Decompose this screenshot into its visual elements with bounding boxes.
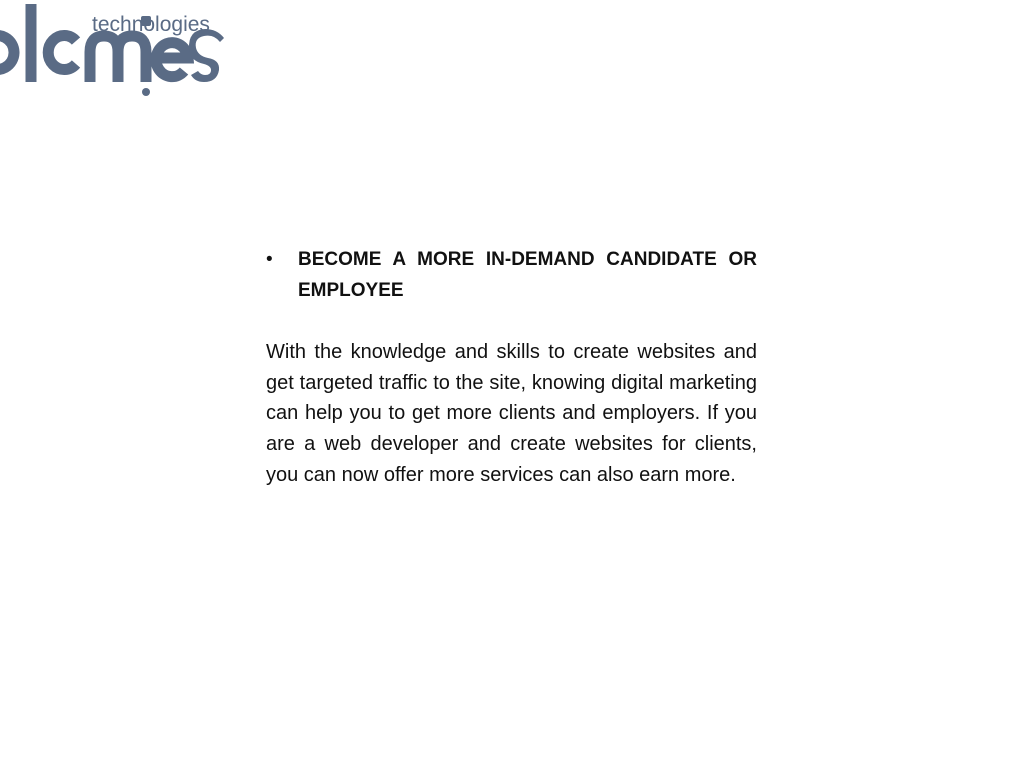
company-logo	[0, 0, 224, 100]
body-paragraph: With the knowledge and skills to create websites and get targeted traffic to the site, knowing digital marketing can help you to get more clients and employers. If you are a web developer and create websites for clients, you can now offer more services can also earn more.	[266, 341, 757, 486]
bullet-heading: BECOME A MORE IN-DEMAND CANDIDATE OR EMPLOYEE	[298, 249, 757, 301]
bullet-item	[266, 244, 757, 306]
logo-tagline: technologies	[92, 13, 210, 36]
bullet-icon: •	[266, 249, 273, 270]
slide-content	[266, 244, 757, 491]
